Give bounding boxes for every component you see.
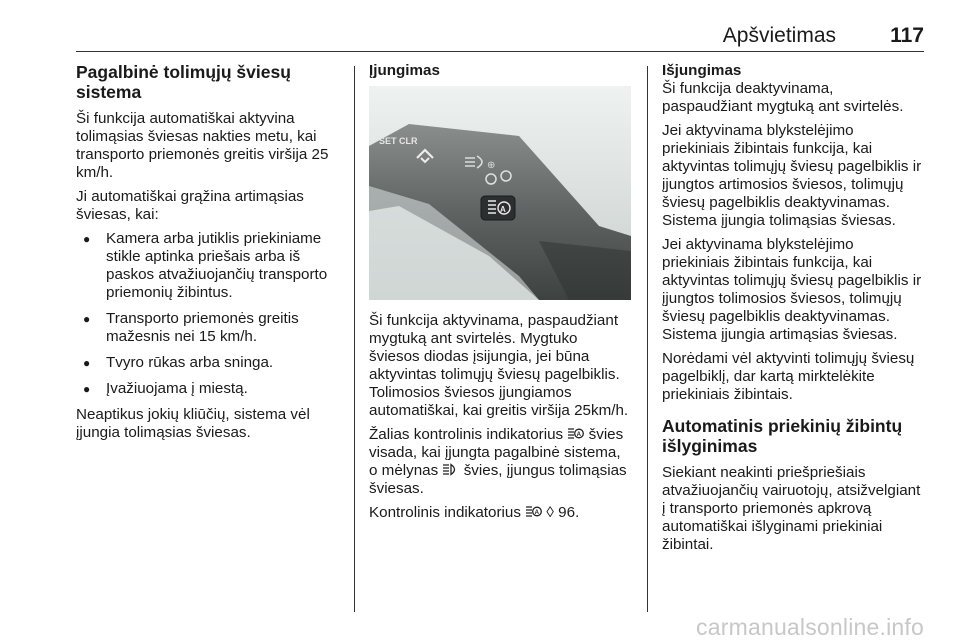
subheading-activation: Įjungimas [369,62,440,79]
column-1 [76,62,346,448]
svg-text:A: A [576,432,582,439]
list-item: ● Įvažiuojama į miestą. [76,380,346,398]
page-reference[interactable]: 96. [558,504,580,521]
header-rule [76,51,924,52]
paragraph: Norėdami vėl aktyvinti tolimųjų šviesų pagelbiklį, dar kartą mirktelėkite priekiniais žibintais. [662,350,915,403]
section-heading-high-beam-assist: Pagalbinė tolimųjų šviesų sistema [76,62,291,102]
paragraph: Jei aktyvinama blykstelėjimo priekiniais žibintais funkcija, kai aktyvintas tolimųjų šviesų pagelbiklis ir įjungtos artimosios šviesos, tolimųjų šviesų pagelbiklis deaktyvinamas. Sistema įjungia tolimąsias šviesas. [662,122,922,229]
svg-text:A: A [500,205,506,214]
page-title: Apšvietimas [722,24,836,47]
paragraph: Ši funkcija automatiškai aktyvina tolimąsias šviesas nakties metu, kai transporto priemonės greitis viršija 25 km/h. [76,110,329,181]
svg-text:SET CLR: SET CLR [379,136,418,146]
page-header [76,24,924,52]
column-divider-1 [354,66,355,612]
paragraph: Ši funkcija deaktyvinama, paspaudžiant mygtuką ant svirtelės. [662,80,904,115]
bullet-list [76,230,346,398]
paragraph: Siekiant neakinti priešpriešiais atvažiuojančių vairuotojų, atsižvelgiant į transporto priemonės apkrovą automatiškai išlyginami priekiniai žibintai. [662,464,921,553]
list-item: ● Kamera arba jutiklis priekiniame stikle aptinka priešais arba iš paskos atvažiuojančių transporto priemonių žibintus. [76,230,346,302]
column-3 [662,62,924,560]
subheading-deactivation: Išjungimas [662,62,742,79]
svg-text:A: A [534,510,540,517]
list-item: ● Transporto priemonės greitis mažesnis nei 15 km/h. [76,310,346,346]
high-beam-assist-indicator-icon [525,505,542,518]
high-beam-indicator-icon [442,463,459,476]
paragraph: Ji automatiškai grąžina artimąsias šviesas, kai: [76,188,304,223]
high-beam-assist-indicator-icon [567,427,584,440]
high-beam-assist-button [481,196,515,220]
paragraph: Jei aktyvinama blykstelėjimo priekiniais žibintais funkcija, kai aktyvintas tolimųjų šviesų pagelbiklis ir įjungtos tolimosios šviesos, tolimųjų šviesų pagelbiklis deaktyvinamas. Sistema įjungia artimąsias šviesas. [662,236,922,343]
stalk-photo [369,86,631,300]
svg-text:⊕: ⊕ [487,160,496,171]
list-item: ● Tvyro rūkas arba sninga. [76,354,346,372]
paragraph-indicator-reference: Kontrolinis indikatorius A ◊ 96. [369,504,580,521]
page-number: 117 [890,24,924,47]
paragraph: Neaptikus jokių kliūčių, sistema vėl įjungia tolimąsias šviesas. [76,406,310,441]
column-divider-2 [647,66,648,612]
column-2 [369,62,631,528]
paragraph: Ši funkcija aktyvinama, paspaudžiant mygtuką ant svirtelės. Mygtuko šviesos diodas įsijungia, jei būna aktyvintas tolimųjų šviesų pagelbiklis. Tolimosios šviesos įjungiamos automatiškai, kai greitis viršija 25km/h. [369,312,629,419]
page-reference-arrow-icon: ◊ [546,504,554,521]
section-heading-headlight-levelling: Automatinis priekinių žibintų išlyginimas [662,416,903,456]
paragraph-green-indicator: Žalias kontrolinis indikatorius A švies visada, kai įjungta pagalbinė sistema, o mėlynas švies, įjungus tolimąsias šviesas. [369,426,627,497]
set-clr-label [379,136,418,146]
watermark: carmanualsonline.info [696,614,924,640]
